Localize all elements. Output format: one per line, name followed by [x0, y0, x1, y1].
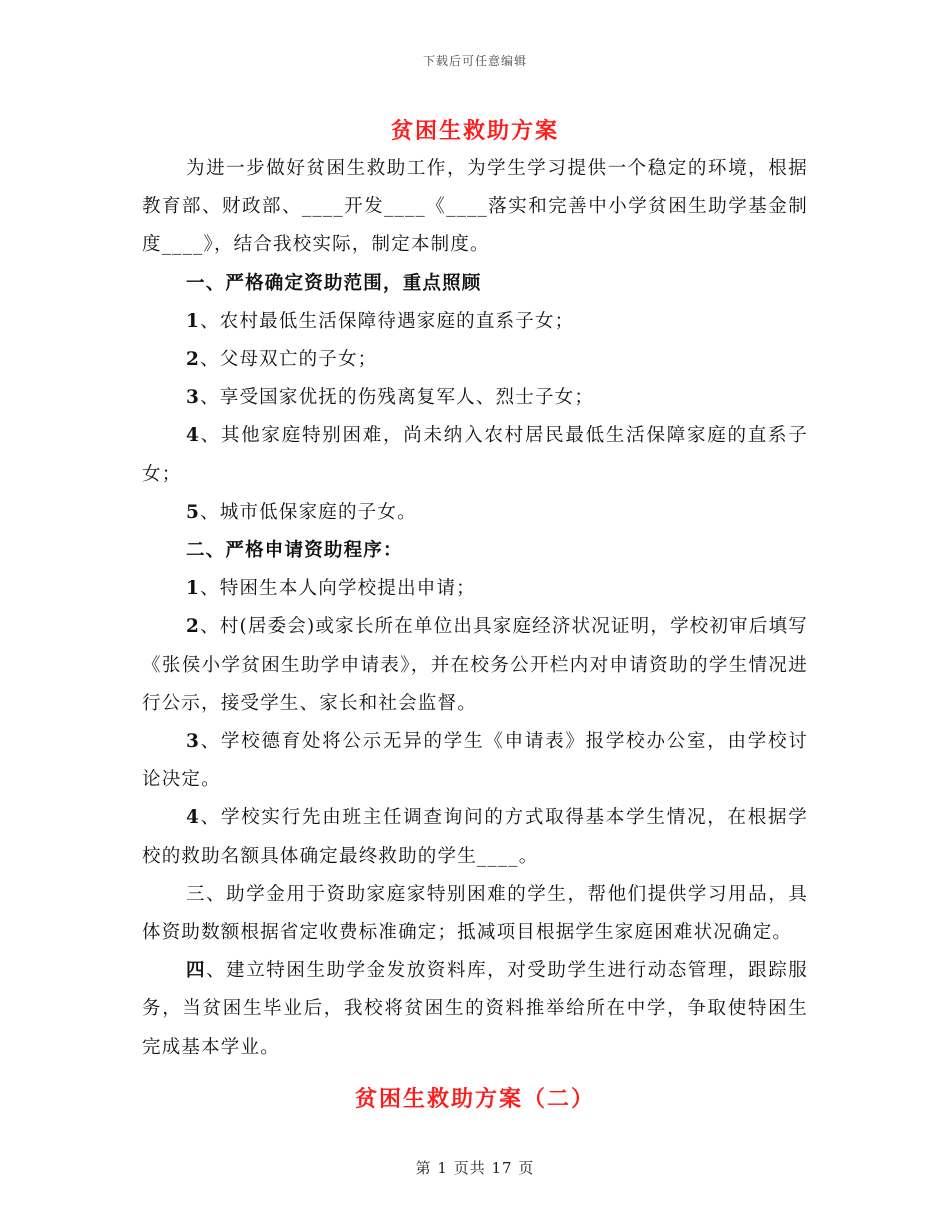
section-3-text: 、助学金用于资助家庭家特别困难的学生，帮他们提供学习用品，具体资助数额根据省定收费标准确定；抵减项目根据学生家庭困难状况确定。 [142, 883, 808, 944]
item-number: 2 [186, 349, 201, 371]
document-title: 贫困生救助方案 [390, 118, 559, 144]
item-text: 、学校德育处将公示无异的学生《申请表》报学校办公室，由学校讨论决定。 [142, 731, 808, 791]
list-item [142, 303, 808, 341]
item-number: 1 [186, 578, 201, 600]
list-item [142, 379, 808, 417]
item-number: 4 [186, 425, 201, 447]
section-2-heading: 二、严格申请资助程序： [186, 540, 403, 562]
section-3-paragraph [142, 876, 808, 952]
item-text: 、享受国家优抚的伤残离复军人、烈士子女； [200, 387, 595, 409]
item-text: 、其他家庭特别困难，尚未纳入农村居民最低生活保障家庭的直系子女； [142, 425, 808, 485]
list-item [142, 723, 808, 799]
item-text: 、特困生本人向学校提出申请； [200, 578, 476, 600]
list-item [142, 608, 808, 723]
list-item [142, 417, 808, 493]
item-text: 、城市低保家庭的子女。 [200, 501, 417, 523]
section-3-lead: 三 [186, 883, 207, 905]
item-text: 、村(居委会)或家长所在单位出具家庭经济状况证明，学校初审后填写《张侯小学贫困生助学申请表》，并在校务公开栏内对申请资助的学生情况进行公示，接受学生、家长和社会监督。 [142, 616, 808, 714]
section-4-paragraph [142, 952, 808, 1067]
list-item [142, 494, 808, 532]
header-note: 下载后可任意编辑 [422, 54, 527, 68]
section-4-text: 、建立特困生助学金发放资料库，对受助学生进行动态管理，跟踪服务，当贫困生毕业后，我校将贫困生的资料推举给所在中学，争取使特困生完成基本学业。 [142, 960, 808, 1058]
item-number: 4 [186, 807, 201, 829]
list-item [142, 570, 808, 608]
intro-paragraph: 为进一步做好贫困生救助工作，为学生学习提供一个稳定的环境，根据教育部、财政部、____开发____《____落实和完善中小学贫困生助学基金制度____》，结合我校实际，制定本制度。 [142, 158, 808, 256]
list-item [142, 799, 808, 875]
section-1-heading: 一、严格确定资助范围，重点照顾 [186, 272, 482, 294]
item-text: 、学校实行先由班主任调查询问的方式取得基本学生情况，在根据学校的救助名额具体确定最终救助的学生____。 [142, 807, 808, 867]
item-number: 5 [186, 501, 201, 523]
document-body [142, 150, 808, 1067]
item-number: 3 [186, 387, 201, 409]
item-text: 、父母双亡的子女； [200, 349, 378, 371]
section-4-lead: 四 [186, 960, 207, 982]
item-number: 2 [186, 616, 201, 638]
next-section-title: 贫困生救助方案（二） [354, 1086, 595, 1112]
page-footer: 第 1 页共 17 页 [415, 1159, 535, 1177]
item-number: 1 [186, 310, 201, 332]
item-number: 3 [186, 731, 201, 753]
item-text: 、农村最低生活保障待遇家庭的直系子女； [200, 310, 575, 332]
list-item [142, 341, 808, 379]
